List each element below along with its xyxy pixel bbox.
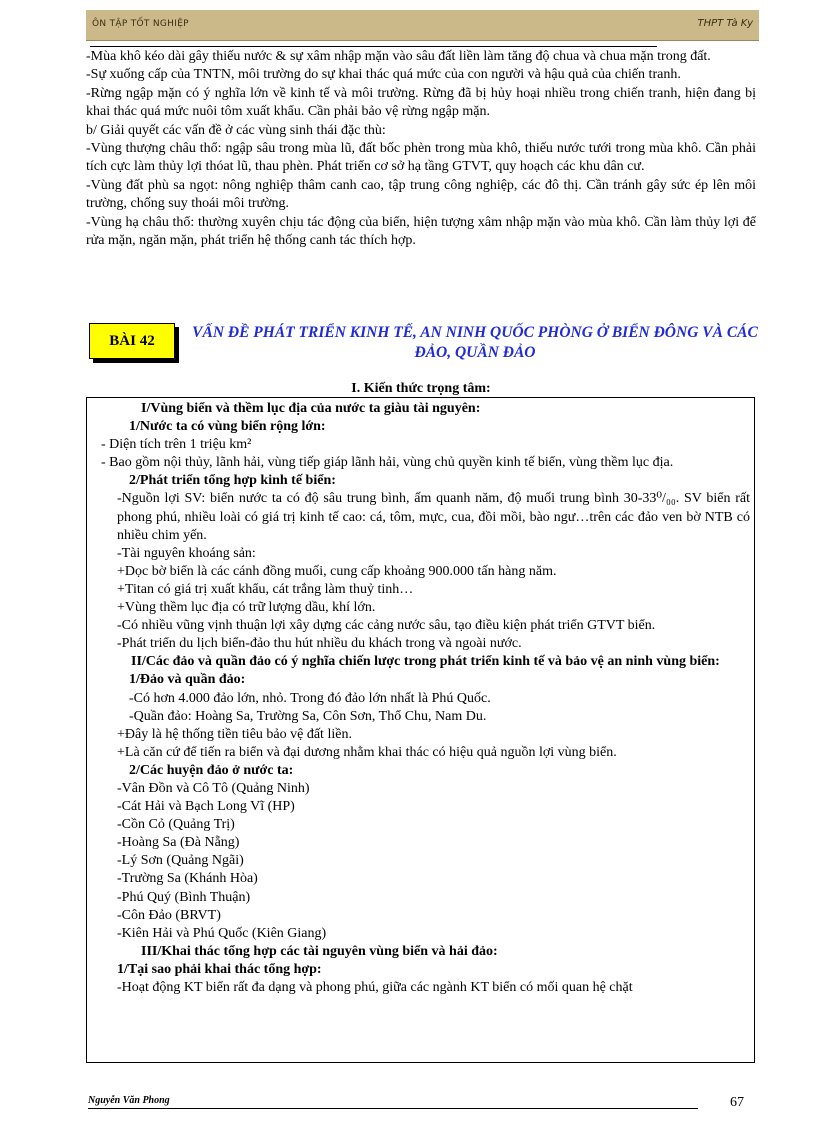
subheading: 1/Đảo và quần đảo: [129, 672, 246, 688]
bullet-line: +Dọc bờ biển là các cánh đồng muối, cung cấp khoảng 900.000 tấn hàng năm. [117, 563, 557, 579]
lesson-title: VẤN ĐỀ PHÁT TRIỂN KINH TẾ, AN NINH QUỐC PHÒNG Ở BIỂN ĐÔNG VÀ CÁC ĐẢO, QUẦN ĐẢO [192, 324, 758, 361]
bullet-line: - Bao gồm nội thủy, lãnh hải, vùng tiếp giáp lãnh hải, vùng chủ quyền kinh tế biển, vùng thềm lục địa. [101, 455, 674, 471]
subheading: 1/Tại sao phải khai thác tổng hợp: [117, 961, 322, 977]
list-item: -Cồn Cỏ (Quảng Trị) [117, 817, 235, 833]
bullet-line: -Quần đảo: Hoàng Sa, Trường Sa, Côn Sơn, Thổ Chu, Nam Du. [129, 708, 487, 724]
header-right-text: THPT Tà Ky [697, 18, 753, 29]
list-item: -Phú Quý (Bình Thuận) [117, 889, 251, 905]
intro-paragraph: -Mùa khô kéo dài gây thiếu nước & sự xâm nhập mặn vào sâu đất liền làm tăng độ chua và chua mặn trong đất. [86, 49, 711, 64]
intro-paragraph: -Sự xuống cấp của TNTN, môi trường do sự khai thác quá mức của con người và hậu quả của chiến tranh. [86, 67, 681, 83]
bullet-line: - Diện tích trên 1 triệu km² [101, 437, 252, 453]
bullet-line: -Hoạt động KT biển rất đa dạng và phong phú, giữa các ngành KT biển có mối quan hệ chặt [117, 980, 633, 995]
intro-paragraph: -Vùng đất phù sa ngọt: nông nghiệp thâm canh cao, tập trung công nghiệp, các đô thị. Cần tránh gây sức ép lên môi trường, chống suy thoái môi trường. [86, 177, 756, 212]
intro-paragraph: -Vùng hạ châu thổ: thường xuyên chịu tác động của biển, hiện tượng xâm nhập mặn vào mùa khô. Cần làm thủy lợi để rửa mặn, ngăn mặn, phát triển hệ thống canh tác thích hợp. [86, 214, 756, 249]
bullet-line: +Là căn cứ để tiến ra biển và đại dương nhằm khai thác có hiệu quả nguồn lợi vùng biển. [117, 744, 617, 760]
bullet-line: +Titan có giá trị xuất khẩu, cát trắng làm thuỷ tinh… [117, 581, 414, 597]
subheading: 2/Các huyện đảo ở nước ta: [129, 762, 294, 778]
bullet-line: -Có nhiều vũng vịnh thuận lợi xây dựng các cảng nước sâu, tạo điều kiện phát triển GTVT biển. [117, 618, 656, 634]
header-left-text: ÔN TẬP TỐT NGHIỆP [92, 19, 189, 29]
lesson-label: BÀI 42 [109, 332, 155, 349]
bullet-line: +Vùng thềm lục địa có trữ lượng dầu, khí lớn. [117, 600, 376, 616]
page-number: 67 [730, 1095, 744, 1110]
subheading: 1/Nước ta có vùng biển rộng lớn: [129, 419, 326, 435]
subheading: 2/Phát triển tổng hợp kinh tế biển: [129, 473, 336, 489]
intro-paragraph: b/ Giải quyết các vấn đề ở các vùng sinh thái đặc thù: [86, 122, 386, 138]
bullet-line: -Tài nguyên khoáng sản: [117, 545, 256, 561]
lesson-label-box [89, 323, 175, 359]
list-item: -Kiên Hải và Phú Quốc (Kiên Giang) [117, 925, 327, 941]
heading-2: II/Các đảo và quần đảo có ý nghĩa chiến lược trong phát triển kinh tế và bảo vệ an ninh vùng biển: [131, 654, 720, 670]
page-header [86, 10, 759, 41]
list-item: -Côn Đảo (BRVT) [117, 907, 221, 923]
list-item: -Lý Sơn (Quảng Ngãi) [117, 853, 244, 869]
list-item: -Cát Hải và Bạch Long Vĩ (HP) [117, 799, 295, 815]
heading-1: I/Vùng biển và thềm lục địa của nước ta giàu tài nguyên: [141, 401, 481, 416]
heading-3: III/Khai thác tổng hợp các tài nguyên vùng biển và hải đảo: [141, 943, 498, 959]
bullet-line: -Nguồn lợi SV: biển nước ta có độ sâu trung bình, ấm quanh năm, độ muối trung bình 30-33⁰/₀₀. SV biển rất phong phú, nhiều loài có giá trị kinh tế cao: cá, tôm, mực, cua, đồi mồi, bào ngư…trên các đảo ven bờ NTB có nhiều chim yến. [117, 491, 750, 543]
content-box [86, 397, 755, 1063]
bullet-line: -Phát triển du lịch biển-đảo thu hút nhiều du khách trong và ngoài nước. [117, 636, 522, 652]
section-title: I. Kiến thức trọng tâm: [351, 381, 491, 396]
intro-paragraph: -Vùng thượng châu thổ: ngập sâu trong mùa lũ, đất bốc phèn trong mùa khô, thiếu nước tưới trong mùa khô. Cần phải tích cực làm thủy lợi thóat lũ, thau phèn. Phát triển cơ sở hạ tầng GTVT, quy hoạch các khu dân cư. [86, 141, 756, 175]
footer-author: Nguyễn Văn Phong [88, 1095, 170, 1106]
bullet-line: +Đây là hệ thống tiền tiêu bảo vệ đất liền. [117, 726, 352, 742]
list-item: -Vân Đồn và Cô Tô (Quảng Ninh) [117, 780, 310, 796]
intro-paragraph: -Rừng ngập mặn có ý nghĩa lớn về kinh tế và môi trường. Rừng đã bị hủy hoại nhiều trong chiến tranh, hiện đang bị khai thác quá mức nuôi tôm xuất khẩu. Cần phải bảo vệ rừng ngập mặn. [86, 85, 756, 120]
list-item: -Trường Sa (Khánh Hòa) [117, 871, 258, 887]
footer-rule [88, 1108, 698, 1109]
header-rule [90, 46, 657, 47]
list-item: -Hoàng Sa (Đà Nẵng) [117, 835, 240, 851]
intro-section [86, 48, 756, 250]
bullet-line: -Có hơn 4.000 đảo lớn, nhỏ. Trong đó đảo lớn nhất là Phú Quốc. [129, 690, 491, 706]
